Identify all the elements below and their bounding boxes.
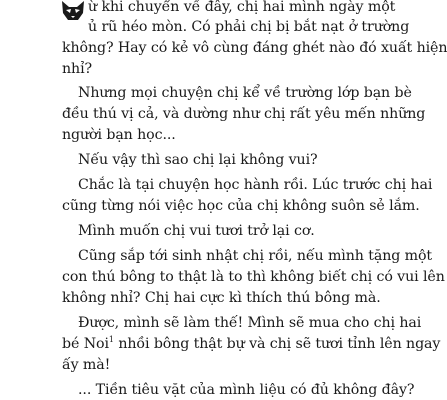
- paragraph-line: đều thú vị cả, và dường như chị rất yêu mến những: [62, 106, 426, 122]
- paragraph-line: Mình muốn chị vui tươi trở lại cơ.: [78, 223, 315, 239]
- paragraph-line: ủ rũ héo mòn. Có phải chị bị bắt nạt ở trường: [88, 19, 410, 35]
- paragraph-line: nhỉ?: [62, 61, 93, 77]
- paragraph-line: không nhỉ? Chị hai cực kì thích thú bông mà.: [62, 290, 381, 306]
- footnote-word: bé Noi: [62, 336, 109, 352]
- paragraph-line: người bạn học...: [62, 127, 176, 143]
- paragraph-line: ừ khi chuyển về đây, chị hai mình ngày một: [88, 0, 396, 15]
- paragraph-line: Cũng sắp tới sinh nhật chị rồi, nếu mình tặng một: [78, 248, 433, 264]
- paragraph-line: Nhưng mọi chuyện chị kể về trường lớp bạn bè: [78, 85, 412, 101]
- footnote-mark: 1: [108, 335, 114, 344]
- paragraph-line: Chắc là tại chuyện học hành rồi. Lúc trước chị hai: [78, 177, 433, 193]
- paragraph-line: [62, 334, 440, 354]
- paragraph-line: con thú bông to thật là to thì không biết chị có vui lên: [62, 269, 445, 285]
- paragraph-line: cũng từng nói việc học của chị không suôn sẻ lắm.: [62, 198, 420, 214]
- paragraph-line-rest: nhồi bông thật bự và chị sẽ tươi tỉnh lên ngay: [118, 336, 441, 352]
- paragraph-line: Được, mình sẽ làm thế! Mình sẽ mua cho chị hai: [78, 315, 422, 331]
- paragraph-line: không? Hay có kẻ vô cùng đáng ghét nào đó xuất hiện: [62, 40, 447, 56]
- cat-face-icon: [60, 0, 86, 24]
- paragraph-line: ấy mà!: [62, 357, 111, 373]
- paragraph-line: Nếu vậy thì sao chị lại không vui?: [78, 152, 318, 168]
- paragraph-line: ... Tiền tiêu vặt của mình liệu có đủ không đây?: [78, 382, 415, 398]
